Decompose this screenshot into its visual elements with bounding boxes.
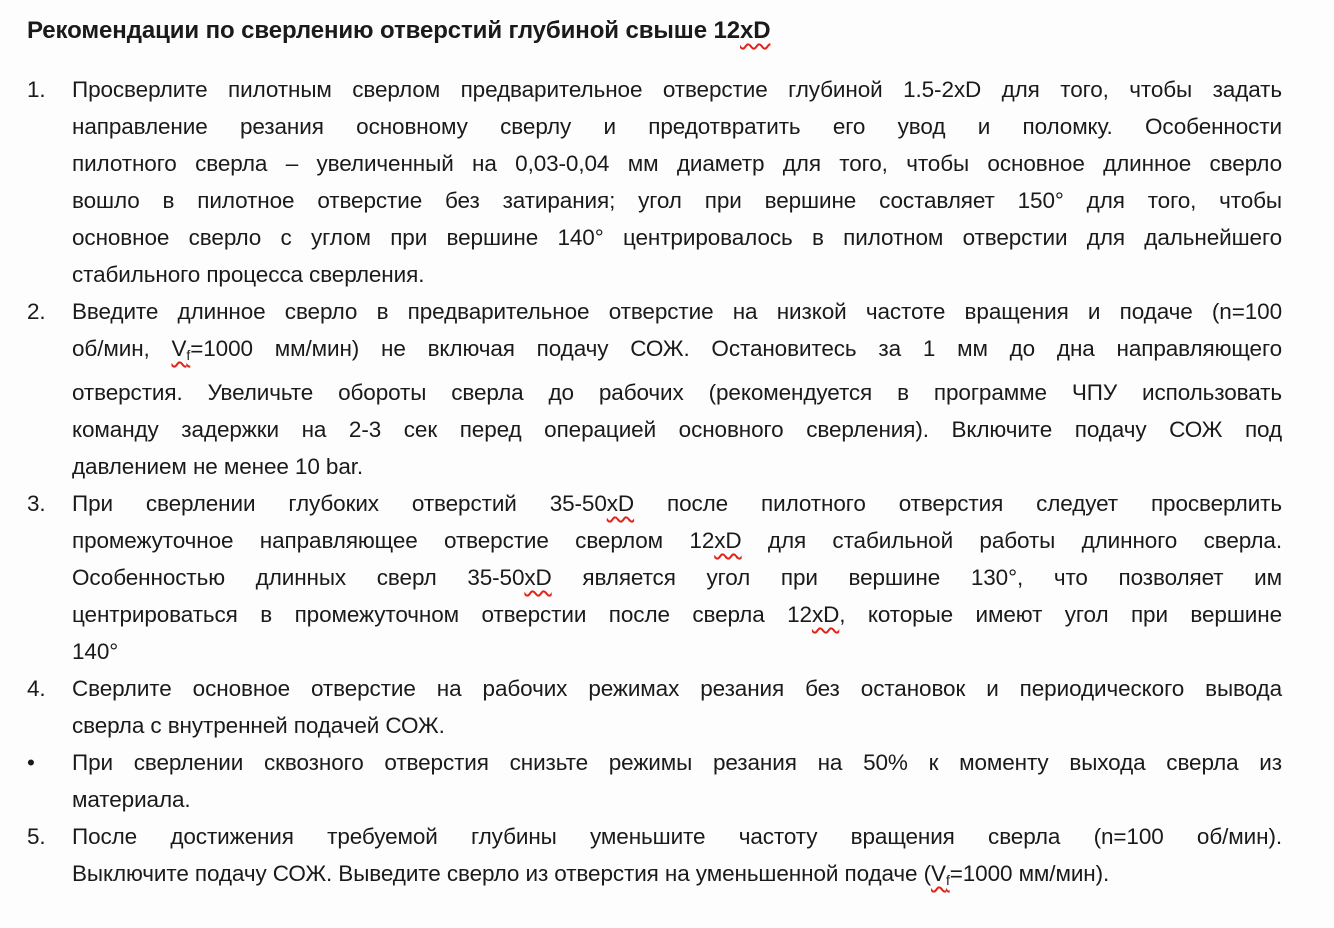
list-item: [27, 293, 1282, 485]
text-segment: давлением не менее 10 bar.: [72, 453, 364, 479]
text-segment: Выключите подачу СОЖ. Выведите сверло из отверстия на уменьшенной подаче (: [72, 860, 932, 886]
list-item-text: [72, 670, 1282, 744]
text-line: [72, 145, 1282, 182]
text-segment: основное сверло с углом при вершине 140° центрировалось в пилотном отверстии для дальнейшего: [72, 225, 1282, 250]
text-segment: xD: [740, 17, 771, 44]
text-segment: об/мин,: [72, 336, 172, 361]
text-line: [72, 411, 1282, 448]
spellcheck-flagged-text: [714, 528, 741, 553]
recommendations-list: [27, 71, 1282, 899]
list-item-text: [72, 293, 1282, 485]
text-segment: направление резания основному сверлу и предотвратить его увод и поломку. Особенности: [72, 114, 1282, 139]
text-segment: стабильного процесса сверления.: [72, 262, 425, 287]
text-segment: Особенностью длинных сверл 35-50: [72, 564, 525, 590]
text-segment: =1000 мм/мин) не включая подачу СОЖ. Остановитесь за 1 мм до дна направляющего: [190, 336, 1282, 361]
text-segment: является угол при вершине 130°, что позволяет им: [551, 564, 1283, 590]
text-line: [72, 71, 1282, 108]
list-item-marker: 4.: [27, 675, 46, 701]
text-segment: Сверлите основное отверстие на рабочих режимах резания без остановок и периодического вывода: [72, 675, 1282, 701]
text-segment: Рекомендации по сверлению отверстий глубиной свыше 12: [27, 17, 741, 44]
text-segment: xD: [714, 527, 742, 553]
text-segment: V: [931, 860, 946, 886]
text-segment: После достижения требуемой глубины уменьшите частоту вращения сверла (n=100 об/мин).: [72, 823, 1282, 849]
text-line: [72, 633, 1282, 670]
text-line: [72, 219, 1282, 256]
text-line: [72, 330, 1282, 374]
text-segment: xD: [524, 564, 552, 590]
text-segment: после пилотного отверстия следует просверлить: [634, 490, 1282, 516]
text-segment: При сверлении глубоких отверстий 35-50: [72, 490, 607, 516]
text-segment: сверла с внутренней подачей СОЖ.: [72, 712, 445, 738]
subscript-text: f: [945, 871, 950, 888]
text-segment: 140°: [72, 638, 119, 664]
text-line: [72, 182, 1282, 219]
list-item: [27, 818, 1282, 899]
text-segment: Введите длинное сверло в предварительное отверстие на низкой частоте вращения и подаче (n=100: [72, 299, 1282, 324]
text-line: [72, 744, 1282, 781]
text-segment: =1000 мм/мин).: [949, 860, 1110, 886]
text-segment: вошло в пилотное отверстие без затирания; угол при вершине составляет 150° для того, чтобы: [72, 188, 1282, 213]
text-line: [72, 559, 1282, 596]
text-line: [72, 707, 1282, 744]
text-segment: V: [171, 336, 187, 361]
text-line: [72, 596, 1282, 633]
text-line: [72, 670, 1282, 707]
list-item-marker: 1.: [27, 77, 46, 102]
list-item: [27, 71, 1282, 293]
text-segment: пилотного сверла – увеличенный на 0,03-0,04 мм диаметр для того, чтобы основное длинное сверло: [72, 151, 1282, 176]
list-item: [27, 744, 1282, 818]
list-item-text: [72, 818, 1282, 899]
text-line: [72, 256, 1282, 293]
spellcheck-flagged-text: [931, 861, 950, 886]
text-segment: xD: [606, 490, 635, 516]
list-item-marker: •: [27, 749, 35, 775]
list-item-text: [72, 485, 1282, 670]
subscript-text: f: [186, 346, 191, 363]
list-item-marker: 3.: [27, 490, 46, 516]
list-item-text: [72, 744, 1282, 818]
spellcheck-flagged-text: [524, 565, 551, 590]
list-item-text: [72, 71, 1282, 293]
list-item: [27, 485, 1282, 670]
text-line: [72, 448, 1282, 485]
document-title: [27, 14, 1282, 48]
text-line: [72, 522, 1282, 559]
list-item: [27, 670, 1282, 744]
text-line: [72, 485, 1282, 522]
text-line: [72, 781, 1282, 818]
text-line: [72, 108, 1282, 145]
text-line: [72, 374, 1282, 411]
text-segment: материала.: [72, 786, 191, 812]
text-segment: , которые имеют угол при вершине: [839, 601, 1282, 627]
list-item-marker: 2.: [27, 299, 46, 324]
text-segment: При сверлении сквозного отверстия снизьте режимы резания на 50% к моменту выхода сверла из: [72, 749, 1282, 775]
list-item-marker: 5.: [27, 823, 46, 849]
text-line: [72, 293, 1282, 330]
spellcheck-flagged-text: [812, 602, 839, 627]
text-segment: xD: [811, 601, 840, 627]
text-segment: отверстия. Увеличьте обороты сверла до рабочих (рекомендуется в программе ЧПУ использовать: [72, 379, 1282, 405]
text-line: [72, 818, 1282, 855]
text-segment: Просверлите пилотным сверлом предварительное отверстие глубиной 1.5-2xD для того, чтобы задать: [72, 77, 1282, 102]
spellcheck-flagged-text: [607, 491, 634, 516]
spellcheck-flagged-text: [172, 336, 191, 361]
spellcheck-flagged-text: [740, 17, 770, 44]
text-segment: для стабильной работы длинного сверла.: [741, 527, 1282, 553]
text-segment: команду задержки на 2-3 сек перед операцией основного сверления). Включите подачу СОЖ под: [72, 416, 1282, 442]
text-segment: центрироваться в промежуточном отверстии после сверла 12: [72, 601, 812, 627]
text-line: [72, 855, 1282, 899]
text-segment: промежуточное направляющее отверстие сверлом 12: [72, 527, 715, 553]
